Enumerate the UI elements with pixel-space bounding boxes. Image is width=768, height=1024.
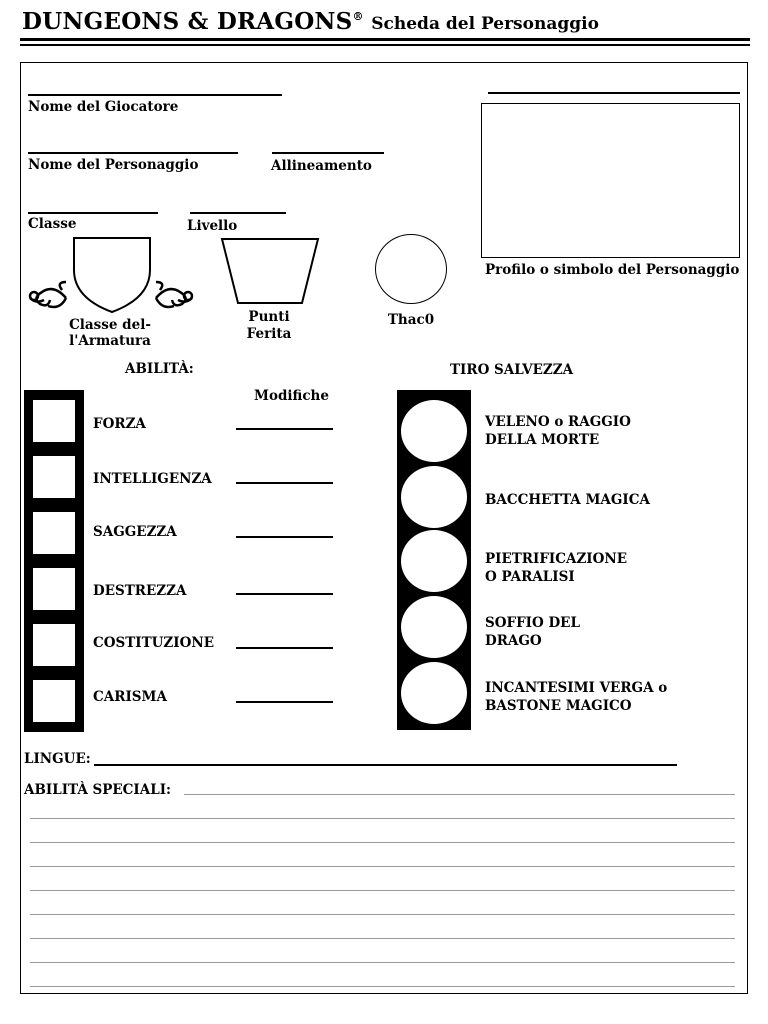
strength-score-box[interactable] [33,400,75,442]
save-breath-label: SOFFIO DEL DRAGO [485,615,580,649]
save-poison-label: VELENO o RAGGIO DELLA MORTE [485,414,631,448]
brand-title: DUNGEONS & DRAGONS® [22,8,364,35]
saving-throws-heading: TIRO SALVEZZA [450,362,574,378]
character-name-label: Nome del Personaggio [28,157,199,173]
ability-intelligence-label: INTELLIGENZA [93,471,212,487]
ability-wisdom-label: SAGGEZZA [93,524,177,540]
alignment-label: Allineamento [271,158,372,174]
special-abilities-label: ABILITÀ SPECIALI: [24,782,172,798]
profile-label: Profilo o simbolo del Personaggio [485,262,740,278]
constitution-modifier-field[interactable] [236,647,333,649]
character-name-field[interactable] [28,152,238,154]
profile-box[interactable] [481,103,740,258]
sheet-title [22,8,599,35]
class-label: Classe [28,216,77,232]
save-poison-circle[interactable] [401,400,467,462]
player-name-field[interactable] [28,94,282,96]
thac0-circle[interactable] [375,234,447,304]
save-petrify-circle[interactable] [401,530,467,592]
special-abilities-line[interactable] [30,938,735,939]
saving-throw-column [397,390,471,730]
save-breath-circle[interactable] [401,596,467,658]
wisdom-modifier-field[interactable] [236,536,333,538]
save-spell-label: INCANTESIMI VERGA o BASTONE MAGICO [485,680,668,714]
save-wand-label: BACCHETTA MAGICA [485,492,650,508]
languages-label: LINGUE: [24,751,91,767]
charisma-modifier-field[interactable] [236,701,333,703]
modifiers-heading: Modifiche [254,388,329,404]
right-flourish-icon [156,282,192,307]
special-abilities-line[interactable] [30,842,735,843]
special-abilities-line[interactable] [30,962,735,963]
alignment-field[interactable] [272,152,384,154]
profile-line[interactable] [488,92,740,94]
special-abilities-line[interactable] [30,986,735,987]
header-rule-top [20,38,750,41]
hit-points-label: Punti Ferita [246,309,292,342]
sheet-subtitle: Scheda del Personaggio [371,14,599,34]
dexterity-score-box[interactable] [33,568,75,610]
wisdom-score-box[interactable] [33,512,75,554]
header-rule-bottom [20,44,750,46]
level-field[interactable] [190,212,286,214]
intelligence-score-box[interactable] [33,456,75,498]
special-abilities-line[interactable] [30,914,735,915]
save-petrify-label: PIETRIFICAZIONE O PARALISI [485,551,628,585]
save-spell-circle[interactable] [401,662,467,724]
armor-class-label: Classe del- l'Armatura [69,317,151,349]
strength-modifier-field[interactable] [236,428,333,430]
special-abilities-line[interactable] [30,818,735,819]
special-abilities-line[interactable] [30,866,735,867]
ability-constitution-label: COSTITUZIONE [93,635,214,651]
languages-field[interactable] [94,764,677,766]
left-flourish-icon [30,282,66,307]
intelligence-modifier-field[interactable] [236,482,333,484]
armor-class-shield-icon[interactable] [26,234,196,318]
dexterity-modifier-field[interactable] [236,593,333,595]
thac0-label: Thac0 [387,312,435,328]
level-label: Livello [187,218,238,234]
special-abilities-line[interactable] [30,890,735,891]
player-name-label: Nome del Giocatore [28,99,179,115]
ability-charisma-label: CARISMA [93,689,167,705]
ability-score-column [24,390,84,732]
ability-dexterity-label: DESTREZZA [93,583,187,599]
constitution-score-box[interactable] [33,624,75,666]
hit-points-box[interactable] [220,237,320,307]
charisma-score-box[interactable] [33,680,75,722]
class-field[interactable] [28,212,158,214]
special-abilities-line[interactable] [184,794,735,795]
save-wand-circle[interactable] [401,466,467,528]
abilities-heading: ABILITÀ: [125,361,194,377]
ability-strength-label: FORZA [93,416,146,432]
